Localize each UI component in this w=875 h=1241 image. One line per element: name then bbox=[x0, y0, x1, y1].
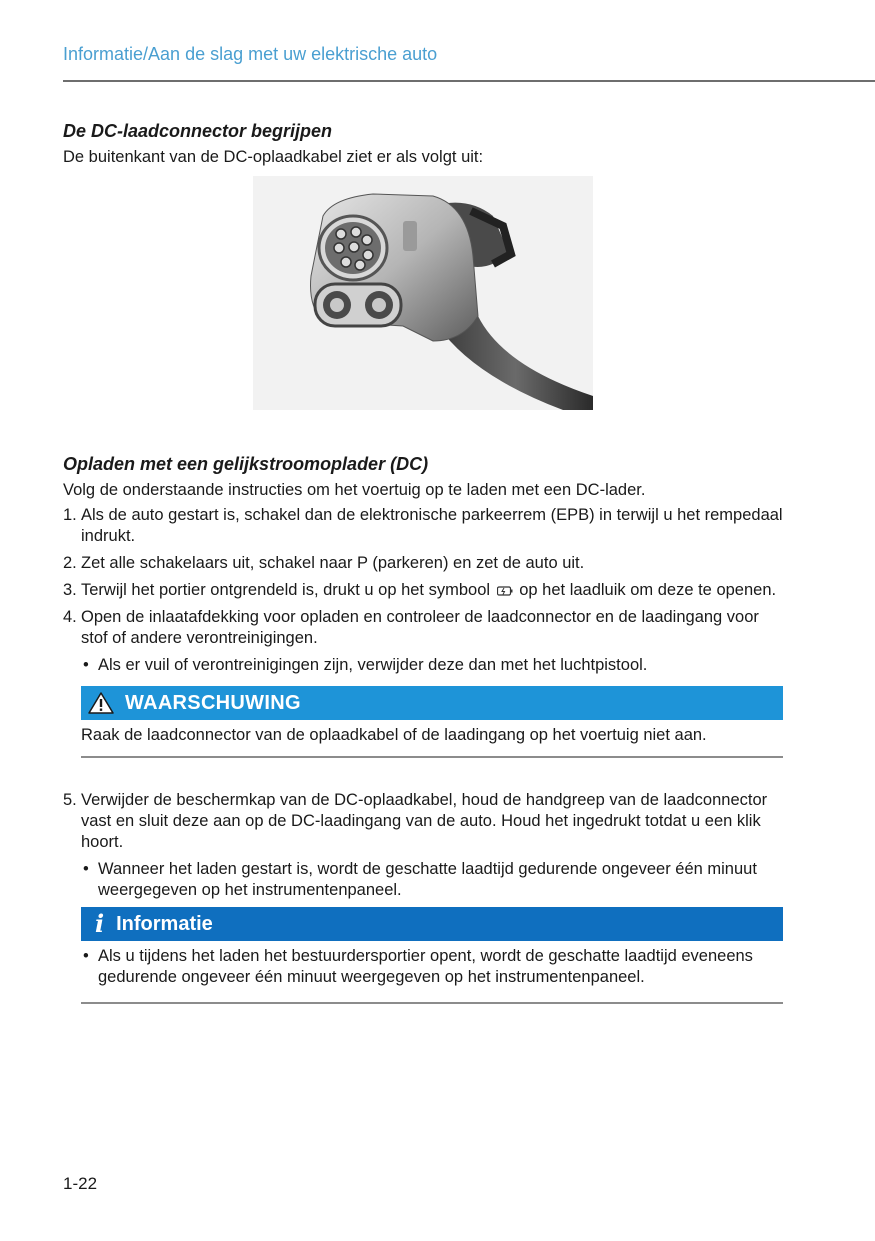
page-content bbox=[63, 119, 783, 1004]
charge-door-icon bbox=[497, 586, 513, 596]
info-body bbox=[81, 941, 783, 1004]
info-icon: i bbox=[95, 909, 105, 938]
section-intro-dc-charging: Volg de onderstaande instructies om het voertuig op te laden met een DC-lader. bbox=[63, 481, 646, 499]
step-4: 4. Open de inlaatafdekking voor opladen en controleer de laadconnector en de laadingang voor stof of andere verontreinigingen. • Als er vuil of verontreinigingen zijn, verwijder deze dan met het luchtpistool. bbox=[63, 607, 783, 676]
info-header bbox=[81, 907, 783, 941]
step-5: 5. Verwijder de beschermkap van de DC-oplaadkabel, houd de handgreep van de laadconnector vast en sluit deze aan op de DC-laadingang van de auto. Houd het ingedrukt totdat u een klik hoort. • Wanneer het laden gestart is, wordt de geschatte laadtijd gedurende ongeveer één minuut weergegeven op het instrumentenpaneel. bbox=[63, 790, 783, 901]
step-1: 1. Als de auto gestart is, schakel dan de elektronische parkeerrem (EPB) in terwijl u het rempedaal indrukt. bbox=[63, 506, 783, 545]
section-heading-dc-connector: De DC-laadconnector begrijpen bbox=[63, 121, 333, 141]
charging-steps-list-continued bbox=[63, 790, 783, 901]
step-3: 3. Terwijl het portier ontgrendeld is, drukt u op het symbool op het laadluik om deze te openen. bbox=[63, 581, 777, 599]
dc-connector-photo bbox=[253, 176, 593, 410]
info-bullets bbox=[81, 946, 783, 988]
section-intro-dc-connector: De buitenkant van de DC-oplaadkabel ziet er als volgt uit: bbox=[63, 148, 484, 166]
header-divider bbox=[63, 80, 875, 82]
running-header: Informatie/Aan de slag met uw elektrische auto bbox=[63, 44, 438, 64]
warning-header bbox=[81, 686, 783, 720]
step-4-bullets bbox=[81, 655, 783, 676]
list-item: • Als er vuil of verontreinigingen zijn, verwijder deze dan met het luchtpistool. bbox=[83, 656, 648, 674]
info-box bbox=[81, 907, 783, 1004]
charging-steps-list bbox=[63, 505, 783, 676]
step-2: 2. Zet alle schakelaars uit, schakel naar P (parkeren) en zet de auto uit. bbox=[63, 554, 585, 572]
warning-title: WAARSCHUWING bbox=[125, 691, 301, 714]
list-item: • Wanneer het laden gestart is, wordt de geschatte laadtijd gedurende ongeveer één minuut weergegeven op het instrumentenpaneel. bbox=[83, 860, 757, 899]
list-item: • Als u tijdens het laden het bestuurdersportier opent, wordt de geschatte laadtijd eveneens gedurende ongeveer één minuut weergegeven op het instrumentenpaneel. bbox=[83, 947, 753, 986]
warning-box bbox=[81, 686, 783, 758]
step-5-bullets bbox=[81, 859, 783, 901]
warning-triangle-icon bbox=[87, 691, 115, 715]
section-heading-dc-charging: Opladen met een gelijkstroomoplader (DC) bbox=[63, 454, 429, 474]
page-number: 1-22 bbox=[63, 1174, 98, 1193]
info-title: Informatie bbox=[116, 912, 213, 935]
warning-text: Raak de laadconnector van de oplaadkabel of de laadingang op het voertuig niet aan. bbox=[81, 720, 783, 758]
